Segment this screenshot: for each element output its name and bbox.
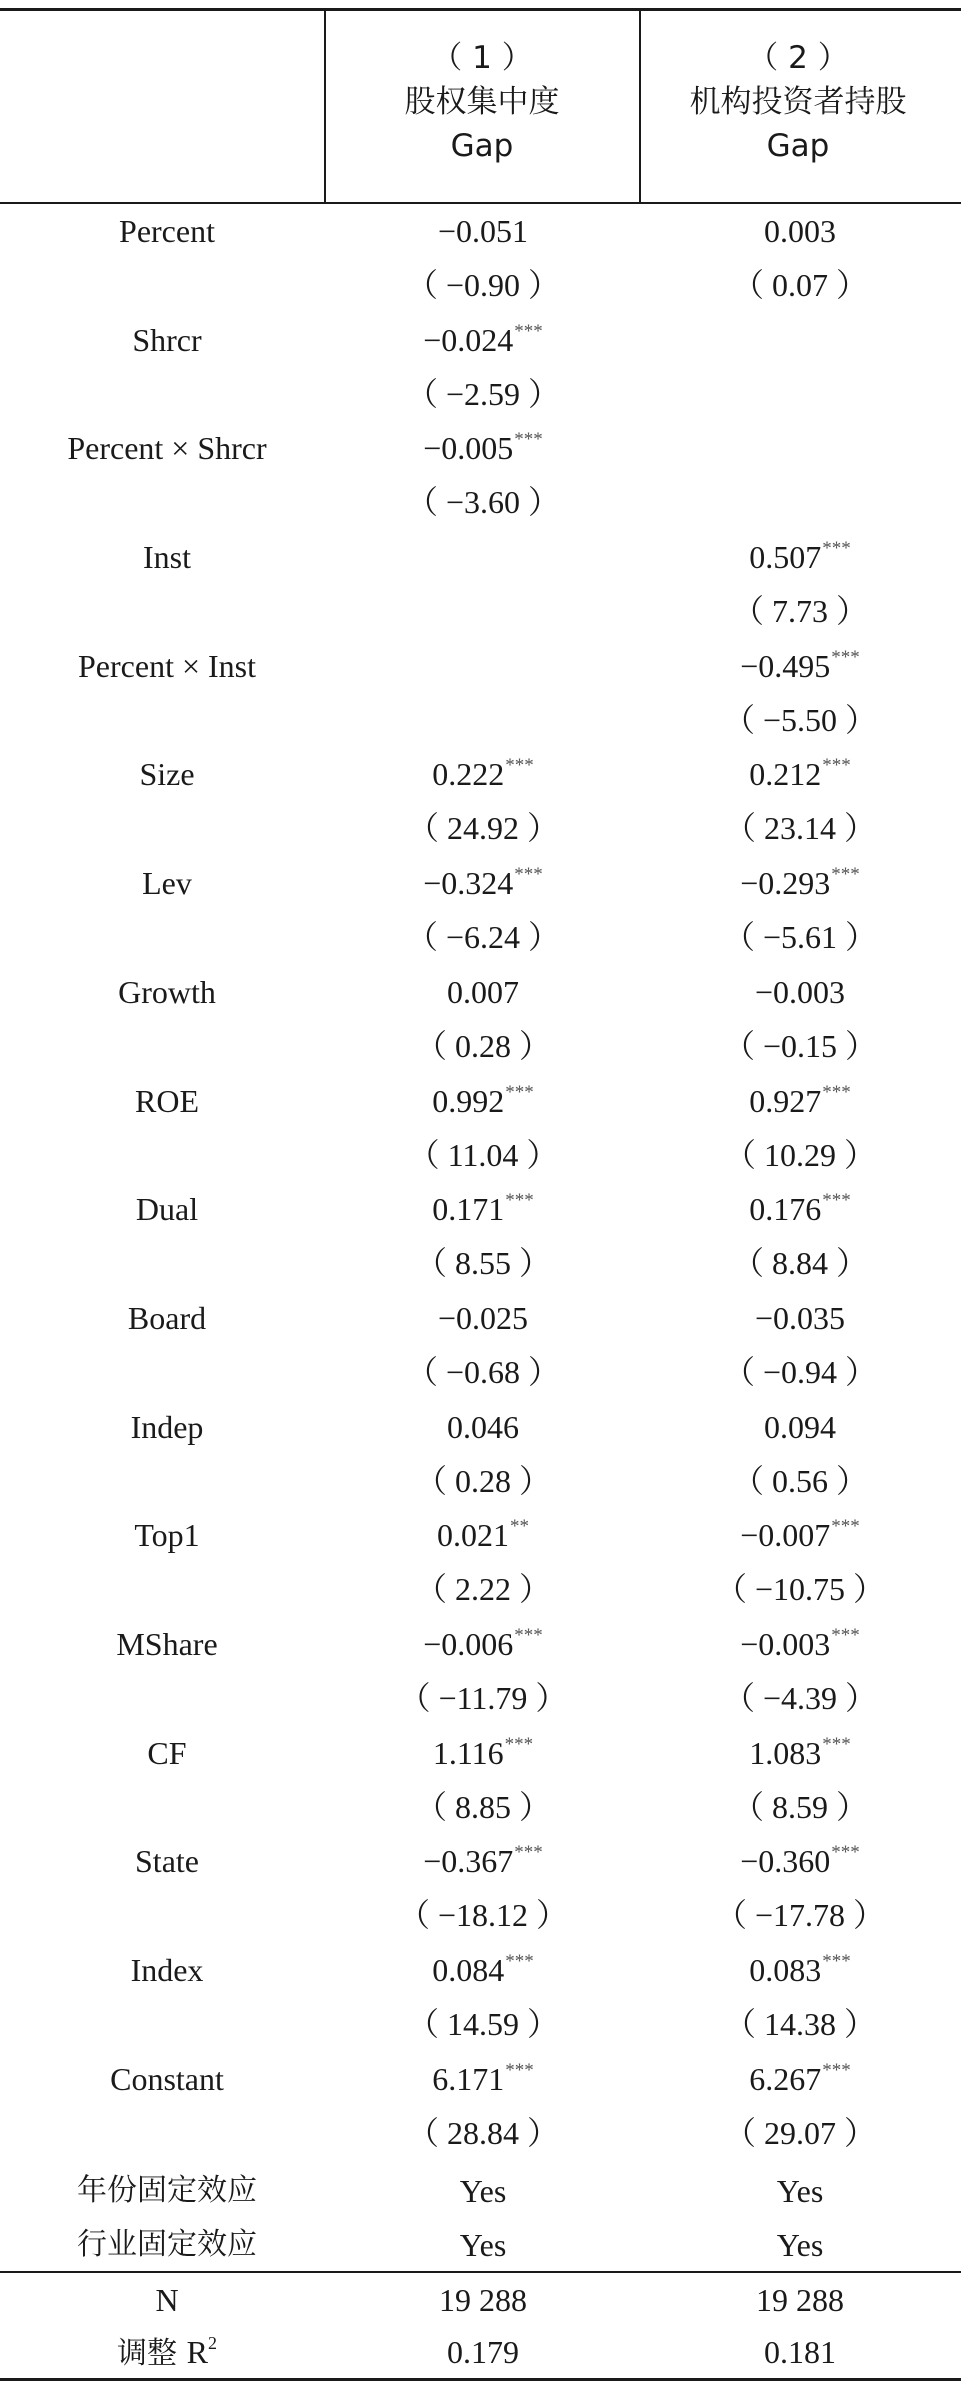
coefficient-value: −0.003	[754, 973, 846, 1010]
t-statistic: （ 0.56 ）	[731, 1462, 868, 1499]
t-stat-line	[0, 1780, 961, 1834]
coefficient-value: −0.035	[754, 1299, 846, 1336]
table-row	[0, 1291, 961, 1400]
significance-stars: ***	[822, 1733, 851, 1755]
coefficient-cell	[641, 204, 959, 258]
coefficient-value: −0.024	[423, 321, 514, 358]
table-row	[0, 421, 961, 530]
coefficient-value: 0.007	[447, 973, 519, 1010]
coefficient-cell	[326, 1400, 640, 1454]
coefficient-value: −0.293	[740, 865, 831, 902]
table-bottom-rule	[0, 2378, 961, 2381]
t-stat-line	[0, 258, 961, 312]
variable-label: Growth	[118, 973, 216, 1010]
variable-label: Index	[130, 1952, 204, 1988]
stats-rule	[0, 2271, 961, 2273]
coefficient-cell	[326, 1182, 640, 1236]
t-statistic: （ −0.15 ）	[722, 1027, 878, 1064]
coefficient-value: 0.212	[749, 756, 822, 793]
table-row	[0, 1726, 961, 1835]
statistics-rows	[0, 2274, 961, 2378]
coefficient-cell	[641, 1943, 959, 1997]
table-row	[0, 204, 961, 313]
stat-value: 0.179	[447, 2334, 519, 2370]
coefficient-line	[0, 1943, 961, 1997]
variable-label: State	[135, 1843, 199, 1880]
variable-label: Percent × Shrcr	[67, 430, 267, 467]
dependent-variable: Gap	[766, 128, 830, 164]
coefficient-value: −0.007	[740, 1517, 831, 1554]
table-row	[0, 2218, 961, 2272]
fixed-effect-value: Yes	[776, 2227, 824, 2263]
table-row	[0, 2052, 961, 2161]
significance-stars: ***	[505, 1951, 534, 1972]
coefficient-value: −0.005	[423, 430, 514, 467]
coefficient-value: 0.083	[749, 1952, 822, 1988]
significance-stars: **	[510, 1516, 529, 1538]
t-statistic: （ −0.90 ）	[405, 267, 561, 303]
coefficient-cell	[326, 204, 640, 258]
coefficient-value: −0.360	[740, 1843, 831, 1880]
variable-label: Percent	[119, 213, 215, 249]
variable-label: Shrcr	[132, 321, 202, 358]
table-row	[0, 965, 961, 1074]
coefficient-value: −0.025	[437, 1299, 529, 1336]
table-row	[0, 1074, 961, 1183]
coefficient-value: −0.003	[740, 1625, 831, 1662]
significance-stars: ***	[822, 538, 851, 560]
coefficient-value: 0.507	[749, 539, 822, 576]
t-statistic: （ −18.12 ）	[397, 1897, 569, 1934]
coefficient-cell	[641, 1400, 959, 1454]
t-statistic: （ −0.94 ）	[722, 1353, 878, 1390]
variable-label: MShare	[116, 1625, 218, 1662]
variable-label: Inst	[143, 539, 191, 576]
coefficient-cell	[641, 1182, 959, 1236]
t-statistic: （ 24.92 ）	[406, 810, 559, 847]
t-statistic: （ −5.61 ）	[722, 919, 878, 956]
table-row	[0, 1834, 961, 1943]
significance-stars: ***	[822, 1951, 851, 1972]
t-statistic: （ −10.75 ）	[714, 1571, 886, 1608]
variable-label: Percent × Inst	[78, 647, 256, 684]
coefficient-line	[0, 530, 961, 584]
coefficient-cell	[641, 965, 959, 1019]
coefficient-value: 0.046	[447, 1408, 519, 1445]
coefficient-cell	[326, 421, 640, 475]
fixed-effect-label: 行业固定效应	[77, 2227, 257, 2262]
t-statistic: （ 11.04 ）	[407, 1136, 559, 1173]
significance-stars: ***	[514, 320, 543, 342]
table-row	[0, 313, 961, 422]
significance-stars: ***	[822, 755, 851, 777]
fixed-effect-value: Yes	[459, 2227, 507, 2263]
coefficient-cell	[326, 856, 640, 910]
variable-label: Size	[139, 756, 195, 793]
t-stat-line	[0, 1128, 961, 1182]
coefficient-value: 0.176	[749, 1191, 822, 1228]
t-statistic: （ 8.85 ）	[414, 1788, 551, 1825]
table-row	[0, 2164, 961, 2218]
table-row	[0, 856, 961, 965]
t-statistic: （ 0.28 ）	[414, 1462, 551, 1499]
coefficient-line	[0, 856, 961, 910]
table-row	[0, 1182, 961, 1291]
coefficient-cell	[326, 2052, 640, 2106]
coefficient-cell	[326, 1943, 640, 1997]
column-name: 股权集中度	[404, 84, 560, 120]
t-statistic: （ 0.28 ）	[414, 1027, 551, 1064]
coefficient-value: −0.495	[740, 647, 831, 684]
coefficient-cell	[326, 1291, 640, 1345]
coefficient-cell	[641, 2052, 959, 2106]
t-statistic: （ 14.38 ）	[723, 2006, 876, 2042]
table-row	[0, 1400, 961, 1509]
variable-label: Board	[127, 1299, 207, 1336]
coefficient-line	[0, 1291, 961, 1345]
coefficient-line	[0, 965, 961, 1019]
stat-label-sup: 2	[207, 2333, 217, 2353]
stat-label-r: R	[186, 2334, 208, 2370]
fixed-effect-value: Yes	[776, 2173, 824, 2209]
coefficient-cell	[326, 313, 640, 367]
coefficient-value: 0.171	[432, 1191, 505, 1228]
coefficient-value: 0.084	[432, 1952, 505, 1988]
table-row	[0, 530, 961, 639]
coefficient-line	[0, 313, 961, 367]
fixed-effect-label: 年份固定效应	[77, 2173, 257, 2208]
t-stat-line	[0, 1671, 961, 1725]
significance-stars: ***	[505, 755, 534, 777]
coefficient-cell	[641, 1508, 959, 1562]
t-statistic: （ 10.29 ）	[723, 1136, 876, 1173]
coefficient-value: 0.992	[432, 1082, 505, 1119]
t-statistic: （ −5.50 ）	[722, 701, 878, 738]
coefficient-value: 6.267	[749, 2060, 822, 2097]
stat-value: 19 288	[439, 2282, 527, 2318]
significance-stars: ***	[822, 1190, 851, 1212]
significance-stars: ***	[831, 1624, 860, 1646]
coefficient-cell	[326, 1074, 640, 1128]
t-stat-line	[0, 1997, 961, 2051]
coefficient-value: 0.927	[749, 1082, 822, 1119]
t-statistic: （ 29.07 ）	[723, 2114, 876, 2151]
coefficient-line	[0, 1074, 961, 1128]
stat-value: 0.181	[764, 2334, 836, 2370]
t-stat-line	[0, 910, 961, 964]
t-stat-line	[0, 2106, 961, 2160]
coefficient-value: −0.367	[423, 1843, 514, 1880]
coefficient-cell	[641, 1617, 959, 1671]
coefficient-line	[0, 1508, 961, 1562]
coefficient-cell	[641, 530, 959, 584]
t-statistic: （ −0.68 ）	[405, 1353, 561, 1390]
t-stat-line	[0, 1562, 961, 1616]
coefficient-cell	[641, 639, 959, 693]
significance-stars: ***	[822, 1081, 851, 1103]
stat-label-cn: 调整	[117, 2336, 187, 2371]
significance-stars: ***	[831, 646, 860, 668]
variable-label: Lev	[142, 865, 192, 902]
coefficient-value: −0.324	[423, 865, 514, 902]
coefficient-value: 1.083	[749, 1734, 822, 1771]
t-stat-line	[0, 367, 961, 421]
coefficient-value: −0.051	[437, 213, 529, 249]
coefficient-cell	[641, 1074, 959, 1128]
t-statistic: （ −2.59 ）	[405, 375, 561, 412]
variable-label: CF	[147, 1734, 187, 1771]
column-header-1	[324, 36, 640, 176]
variable-label: Constant	[110, 2060, 224, 2097]
coefficient-line	[0, 1617, 961, 1671]
coefficient-value: 1.116	[432, 1734, 504, 1771]
coefficient-cell	[641, 1291, 959, 1345]
coefficient-line	[0, 1726, 961, 1780]
significance-stars: ***	[831, 1842, 860, 1864]
column-number: （ 2 ）	[747, 40, 849, 76]
stat-label	[0, 2326, 334, 2380]
table-row	[0, 2326, 961, 2378]
coefficient-cell	[326, 1726, 640, 1780]
coefficient-cell	[641, 1726, 959, 1780]
table-row	[0, 1508, 961, 1617]
table-row	[0, 1943, 961, 2052]
coefficient-value: −0.006	[423, 1625, 514, 1662]
significance-stars: ***	[514, 1842, 543, 1864]
coefficient-value: 0.222	[432, 756, 505, 793]
coefficient-cell	[641, 1834, 959, 1888]
t-statistic: （ 8.55 ）	[414, 1245, 551, 1282]
t-statistic: （ −3.60 ）	[405, 484, 561, 521]
table-row	[0, 639, 961, 748]
coefficient-value: 0.094	[764, 1408, 836, 1445]
significance-stars: ***	[514, 1624, 543, 1646]
coefficient-rows	[0, 204, 961, 2160]
significance-stars: ***	[514, 864, 543, 886]
t-statistic: （ 0.07 ）	[731, 267, 868, 303]
t-statistic: （ 14.59 ）	[406, 2006, 559, 2042]
column-number: （ 1 ）	[431, 40, 533, 76]
coefficient-cell	[326, 1834, 640, 1888]
t-stat-line	[0, 693, 961, 747]
coefficient-line	[0, 421, 961, 475]
significance-stars: ***	[831, 864, 860, 886]
coefficient-cell	[326, 1508, 640, 1562]
significance-stars: ***	[505, 2059, 534, 2081]
fixed-effect-rows	[0, 2164, 961, 2272]
t-statistic: （ −4.39 ）	[722, 1679, 878, 1716]
coefficient-cell	[641, 856, 959, 910]
t-stat-line	[0, 475, 961, 529]
column-header-2	[640, 36, 956, 176]
t-statistic: （ −6.24 ）	[405, 919, 561, 956]
t-statistic: （ 7.73 ）	[731, 593, 868, 630]
coefficient-value: 0.021	[437, 1517, 509, 1554]
variable-label: Top1	[134, 1517, 200, 1554]
coefficient-line	[0, 1834, 961, 1888]
significance-stars: ***	[822, 2059, 851, 2081]
t-stat-line	[0, 1345, 961, 1399]
t-statistic: （ 23.14 ）	[723, 810, 876, 847]
coefficient-cell	[326, 1617, 640, 1671]
t-statistic: （ −11.79 ）	[398, 1679, 568, 1716]
coefficient-line	[0, 1182, 961, 1236]
coefficient-value: 0.003	[764, 213, 836, 249]
column-name: 机构投资者持股	[689, 84, 907, 120]
coefficient-cell	[326, 747, 640, 801]
t-stat-line	[0, 584, 961, 638]
significance-stars: ***	[831, 1516, 860, 1538]
table-row	[0, 1617, 961, 1726]
table-top-rule	[0, 8, 961, 11]
t-statistic: （ 2.22 ）	[414, 1571, 551, 1608]
t-statistic: （ 8.84 ）	[731, 1245, 868, 1282]
coefficient-line	[0, 2052, 961, 2106]
significance-stars: ***	[505, 1190, 534, 1212]
coefficient-cell	[641, 747, 959, 801]
coefficient-cell	[326, 965, 640, 1019]
variable-label: ROE	[135, 1082, 199, 1119]
t-stat-line	[0, 1019, 961, 1073]
stat-label: N	[155, 2282, 179, 2318]
significance-stars: ***	[504, 1733, 534, 1755]
significance-stars: ***	[514, 429, 543, 451]
t-stat-line	[0, 1236, 961, 1290]
t-statistic: （ −17.78 ）	[714, 1897, 886, 1934]
significance-stars: ***	[505, 1081, 534, 1103]
t-stat-line	[0, 1454, 961, 1508]
dependent-variable: Gap	[450, 128, 514, 164]
t-stat-line	[0, 801, 961, 855]
coefficient-line	[0, 747, 961, 801]
coefficient-line	[0, 1400, 961, 1454]
coefficient-line	[0, 204, 961, 258]
coefficient-line	[0, 639, 961, 693]
variable-label: Indep	[130, 1408, 204, 1445]
t-stat-line	[0, 1888, 961, 1942]
fixed-effect-value: Yes	[459, 2173, 507, 2209]
table-row	[0, 747, 961, 856]
table-row	[0, 2274, 961, 2326]
t-statistic: （ 8.59 ）	[731, 1788, 868, 1825]
t-statistic: （ 28.84 ）	[406, 2114, 559, 2151]
variable-label: Dual	[135, 1191, 199, 1228]
coefficient-value: 6.171	[432, 2060, 505, 2097]
stat-value: 19 288	[756, 2282, 844, 2318]
